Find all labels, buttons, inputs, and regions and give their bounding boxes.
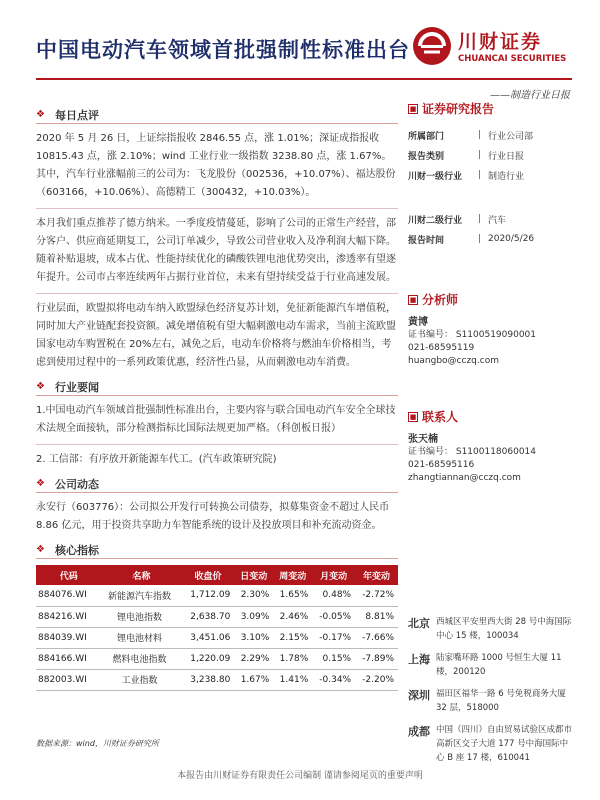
separator: |: [478, 130, 482, 140]
company-news: 永安行（603776）：公司拟公开发行可转换公司债券，拟募集资金不超过人民币 8.86 亿元，用于投资共享助力车智能系统的设计及投放项目和补充流动资金。: [36, 502, 390, 531]
section-heading-daily: ❖ 每日点评: [36, 106, 398, 124]
main-content: [36, 106, 398, 691]
news-item-1: 1.中国电动汽车领域首批强制性标准出台，主要内容与联合国电动汽车安全全球技术法规全面接轨，部分检测指标比国际法规更加严格。（科创板日报）: [36, 405, 396, 434]
daily-paragraph-3: 行业层面，欧盟拟将电动车纳入欧盟绿色经济复苏计划，免征新能源汽车增值税，同时加大产业链配套投资额。减免增值税有望大幅刺激电动车需求，当前主流欧盟国家电动车购置税在 20%左右，减免之后，电动车价格将与燃油车价格相当，考虑到使用过程中的一系列政策优惠，经济性凸显，从而刺激电动车消费。: [36, 303, 396, 368]
report-info-row: [408, 125, 572, 145]
table-cell: 882003.WI: [36, 669, 102, 690]
table-cell: 工业指数: [102, 669, 182, 690]
table-row: [36, 648, 398, 669]
office-address: [408, 615, 572, 643]
table-cell: 2,638.70: [182, 606, 235, 627]
contact-heading: ■ 联系人: [409, 410, 459, 424]
office-address-text: 福田区福华一路 6 号免税商务大厦 32 层，518000: [436, 689, 566, 713]
office-city: 上海: [408, 653, 430, 666]
info-value: 2020/5/26: [488, 234, 535, 244]
data-source-note: 数据来源：wind，川财证券研究所: [36, 739, 159, 748]
table-row: [36, 669, 398, 690]
table-cell: 燃料电池指数: [102, 648, 182, 669]
office-city: 深圳: [408, 689, 430, 702]
analyst-cert: 证书编号： S1100519090001: [408, 330, 537, 340]
table-cell: 新能源汽车指数: [102, 585, 182, 606]
table-cell: 1,220.09: [182, 648, 235, 669]
section-heading-indicators: ❖ 核心指标: [36, 541, 398, 559]
office-city: 北京: [408, 617, 430, 630]
indicator-table: [36, 565, 398, 691]
analyst-phone: 021-68595119: [408, 343, 475, 353]
diamond-bullet-icon: ❖: [36, 478, 45, 489]
report-info-heading: ■ 证券研究报告: [409, 102, 495, 116]
report-info-row: [408, 209, 572, 229]
square-bullet-icon: ■: [409, 295, 417, 304]
table-cell: -2.72%: [355, 585, 398, 606]
office-city: 成都: [408, 725, 430, 738]
logo-text-en: CHUANCAI SECURITIES: [458, 54, 567, 64]
table-cell: 锂电池指数: [102, 606, 182, 627]
divider: [36, 444, 398, 445]
table-cell: 884039.WI: [36, 627, 102, 648]
table-cell: 0.48%: [312, 585, 355, 606]
divider: [36, 293, 398, 294]
column-header: 名称: [102, 565, 182, 585]
column-header: 收盘价: [182, 565, 235, 585]
report-subtitle: ——制造行业日报: [490, 90, 570, 101]
report-info-row: [408, 229, 572, 249]
table-cell: 1.78%: [273, 648, 312, 669]
analyst-name: 黄博: [408, 317, 428, 328]
report-info-row: [408, 145, 572, 165]
table-cell: 2.30%: [234, 585, 273, 606]
info-key: 川财一级行业: [408, 171, 463, 182]
analyst-heading: ■ 分析师: [409, 293, 459, 307]
table-cell: 884076.WI: [36, 585, 102, 606]
office-address-text: 中国（四川）自由贸易试验区成都市高新区交子大道 177 号中海国际中心 B 座 17 楼，610041: [436, 725, 573, 763]
info-key: 川财二级行业: [408, 215, 463, 226]
separator: |: [478, 234, 482, 244]
table-cell: -7.89%: [355, 648, 398, 669]
table-row: [36, 585, 398, 606]
contact-phone: 021-68595116: [408, 460, 475, 470]
separator: |: [478, 150, 482, 160]
office-address: [408, 723, 572, 765]
separator: |: [478, 170, 482, 180]
contact-email[interactable]: zhangtiannan@cczq.com: [408, 473, 521, 483]
table-cell: 884216.WI: [36, 606, 102, 627]
info-key: 报告类别: [408, 151, 445, 162]
info-value: 行业公司部: [488, 131, 534, 142]
page-title: 中国电动汽车领域首批强制性标准出台: [36, 38, 410, 62]
square-bullet-icon: ■: [409, 104, 417, 113]
contact-card: [408, 433, 572, 485]
logo-mark-icon: [412, 26, 452, 66]
table-cell: 0.15%: [312, 648, 355, 669]
office-address-text: 陆家嘴环路 1000 号恒生大厦 11 楼，200120: [436, 653, 562, 677]
company-logo: [412, 24, 572, 72]
info-key: 所属部门: [408, 131, 445, 142]
column-header: 代码: [36, 565, 102, 585]
table-cell: 1.65%: [273, 585, 312, 606]
office-address: [408, 687, 572, 715]
report-info-row: [408, 165, 572, 185]
table-cell: 3,238.80: [182, 669, 235, 690]
sidebar: [408, 100, 572, 773]
square-bullet-icon: ■: [409, 412, 417, 421]
office-address: [408, 651, 572, 679]
table-cell: -0.17%: [312, 627, 355, 648]
column-header: 月变动: [312, 565, 355, 585]
contact-cert: 证书编号： S1100118060014: [408, 447, 537, 457]
section-heading-news: ❖ 行业要闻: [36, 378, 398, 396]
section-heading-company: ❖ 公司动态: [36, 475, 398, 493]
table-cell: 3,451.06: [182, 627, 235, 648]
table-row: [36, 627, 398, 648]
table-cell: 884166.WI: [36, 648, 102, 669]
info-value: 制造行业: [488, 171, 525, 182]
diamond-bullet-icon: ❖: [36, 544, 45, 555]
diamond-bullet-icon: ❖: [36, 381, 45, 392]
news-item-2: 2. 工信部：有序放开新能源车代工。(汽车政策研究院): [36, 454, 277, 465]
table-cell: -0.34%: [312, 669, 355, 690]
info-value: 行业日报: [488, 151, 525, 162]
logo-text-cn: 川财证券: [458, 31, 543, 53]
column-header: 周变动: [273, 565, 312, 585]
daily-paragraph-2: 本月我们重点推荐了德方纳米。一季度疫情蔓延，影响了公司的正常生产经营，部分客户、供应商延期复工，公司订单减少，导致公司营业收入及净利润大幅下降。随着补贴退坡，成本占优、性能持续优化的磷酸铁锂电池优势突出，渗透率有望逐年提升。公司市占率连续两年占据行业首位，未来有望持续受益于行业高速发展。: [36, 218, 396, 283]
analyst-email[interactable]: huangbo@cczq.com: [408, 356, 499, 366]
column-header: 年变动: [355, 565, 398, 585]
table-cell: -2.20%: [355, 669, 398, 690]
contact-name: 张天楠: [408, 434, 438, 445]
table-cell: 2.29%: [234, 648, 273, 669]
table-header-row: [36, 565, 398, 585]
daily-paragraph-1: 2020 年 5 月 26 日，上证综指报收 2846.55 点，涨 1.01%；深证成指报收 10815.43 点，涨 2.10%；wind 工业行业一级指数 3238.80 点，涨 1.67%。其中，汽车行业涨幅前三的公司为：飞龙股份（002536，+10.07%）、福达股份（603166，+10.06%）、高德精工（300432，+10.03%）。: [36, 133, 396, 198]
table-cell: 2.46%: [273, 606, 312, 627]
footer-disclaimer: 本报告由川财证券有限责任公司编制 谨请参阅尾页的重要声明: [177, 771, 423, 781]
table-cell: 锂电池材料: [102, 627, 182, 648]
analyst-card: [408, 316, 572, 368]
table-cell: 3.10%: [234, 627, 273, 648]
office-addresses: [408, 615, 572, 765]
diamond-bullet-icon: ❖: [36, 109, 45, 120]
table-cell: 8.81%: [355, 606, 398, 627]
info-value: 汽车: [488, 215, 507, 226]
table-cell: 1.67%: [234, 669, 273, 690]
table-row: [36, 606, 398, 627]
separator: |: [478, 214, 482, 224]
table-cell: 1.41%: [273, 669, 312, 690]
table-cell: -0.05%: [312, 606, 355, 627]
header-rule: [36, 78, 572, 80]
table-cell: -7.66%: [355, 627, 398, 648]
table-cell: 2.15%: [273, 627, 312, 648]
divider: [36, 208, 398, 209]
table-cell: 3.09%: [234, 606, 273, 627]
office-address-text: 西城区平安里西大街 28 号中海国际中心 15 楼，100034: [436, 617, 572, 641]
table-cell: 1,712.09: [182, 585, 235, 606]
column-header: 日变动: [234, 565, 273, 585]
report-info-list: [408, 125, 572, 249]
info-key: 报告时间: [408, 235, 445, 246]
